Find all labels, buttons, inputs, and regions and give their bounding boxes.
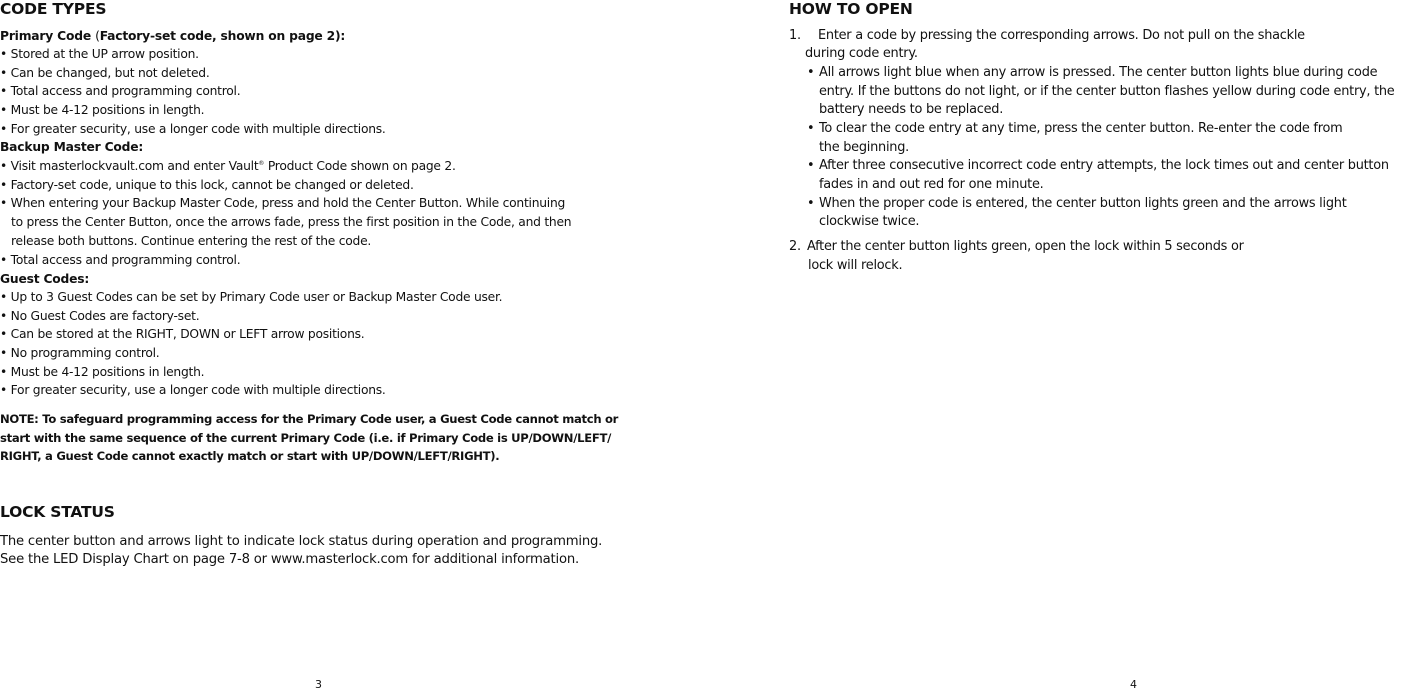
bullet-glyph: • — [807, 121, 815, 136]
step-1-bullet-line: battery needs to be replaced. — [819, 102, 1004, 117]
primary-line: • Stored at the UP arrow position. — [0, 47, 199, 61]
primary-code-label — [0, 27, 345, 45]
bullet-glyph: • — [807, 65, 815, 80]
backup-master-code-label: Backup Master Code: — [0, 140, 144, 154]
guest-line: • Up to 3 Guest Codes can be set by Primary Code user or Backup Master Code user. — [0, 290, 503, 304]
primary-code-label-d: ): — [335, 29, 346, 43]
lock-status-line: The center button and arrows light to indicate lock status during operation and programming. — [0, 534, 603, 549]
step-1-bullet-line: the beginning. — [819, 140, 910, 155]
page-number-left: 3 — [315, 678, 322, 691]
guest-line: • For greater security, use a longer code with multiple directions. — [0, 383, 386, 397]
backup-line: • When entering your Backup Master Code, press and hold the Center Button. While continuing — [0, 196, 566, 210]
primary-code-label-paren: ( — [95, 29, 100, 43]
note-line: NOTE: To safeguard programming access for the Primary Code user, a Guest Code cannot match or — [0, 412, 619, 426]
step-1-bullet-line: To clear the code entry at any time, press the center button. Re-enter the code from — [819, 121, 1343, 136]
step-1-line: Enter a code by pressing the corresponding arrows. Do not pull on the shackle — [818, 28, 1305, 43]
step-number: 1. — [789, 28, 801, 43]
note-line: RIGHT, a Guest Code cannot exactly match or start with UP/DOWN/LEFT/RIGHT). — [0, 449, 500, 463]
backup-line: release both buttons. Continue entering the rest of the code. — [11, 234, 372, 248]
right-page — [789, 0, 1401, 690]
bullet-glyph: • — [807, 196, 815, 211]
bullet-glyph: • — [807, 158, 815, 173]
step-2-line: lock will relock. — [808, 258, 903, 273]
primary-code-label-a: Primary Code — [0, 29, 91, 43]
registered-mark: ® — [258, 159, 265, 167]
primary-line: • Can be changed, but not deleted. — [0, 66, 210, 80]
primary-line: • Total access and programming control. — [0, 84, 241, 98]
note-line: start with the same sequence of the current Primary Code (i.e. if Primary Code is UP/DOWN/LEFT/ — [0, 431, 612, 445]
step-2-line: After the center button lights green, open the lock within 5 seconds or — [807, 239, 1244, 254]
step-1-bullet-line: When the proper code is entered, the center button lights green and the arrows light — [819, 196, 1347, 211]
guest-codes-label: Guest Codes: — [0, 272, 90, 286]
backup-line-1b: Product Code shown on page 2. — [264, 159, 456, 173]
left-page — [0, 0, 640, 690]
step-1-bullet-line: entry. If the buttons do not light, or if the center button flashes yellow during code entry, the — [819, 84, 1395, 99]
guest-line: • Can be stored at the RIGHT, DOWN or LEFT arrow positions. — [0, 327, 365, 341]
primary-code-label-c: Factory-set code, shown on page 2 — [99, 29, 335, 43]
how-to-open-heading: HOW TO OPEN — [789, 0, 913, 18]
step-1-bullet-line: After three consecutive incorrect code entry attempts, the lock times out and center button — [819, 158, 1389, 173]
backup-line — [0, 157, 456, 175]
backup-line: • Factory-set code, unique to this lock, cannot be changed or deleted. — [0, 178, 414, 192]
step-number: 2. — [789, 239, 801, 254]
primary-line: • Must be 4-12 positions in length. — [0, 103, 205, 117]
lock-status-line: See the LED Display Chart on page 7-8 or www.masterlock.com for additional information. — [0, 552, 579, 567]
primary-line: • For greater security, use a longer code with multiple directions. — [0, 122, 386, 136]
backup-line: to press the Center Button, once the arrows fade, press the first position in the Code, and then — [11, 215, 572, 229]
guest-line: • No programming control. — [0, 346, 160, 360]
backup-line: • Total access and programming control. — [0, 253, 241, 267]
guest-line: • No Guest Codes are factory-set. — [0, 309, 200, 323]
step-1-bullet-line: clockwise twice. — [819, 214, 920, 229]
backup-line-1a: • Visit masterlockvault.com and enter Vault — [0, 159, 259, 173]
lock-status-heading: LOCK STATUS — [0, 503, 115, 521]
code-types-heading: CODE TYPES — [0, 0, 107, 18]
step-1-bullet-line: All arrows light blue when any arrow is pressed. The center button lights blue during code — [819, 65, 1378, 80]
page-number-right: 4 — [1130, 678, 1137, 691]
step-1-bullet-line: fades in and out red for one minute. — [819, 177, 1044, 192]
guest-line: • Must be 4-12 positions in length. — [0, 365, 205, 379]
step-1-line: during code entry. — [805, 46, 918, 61]
